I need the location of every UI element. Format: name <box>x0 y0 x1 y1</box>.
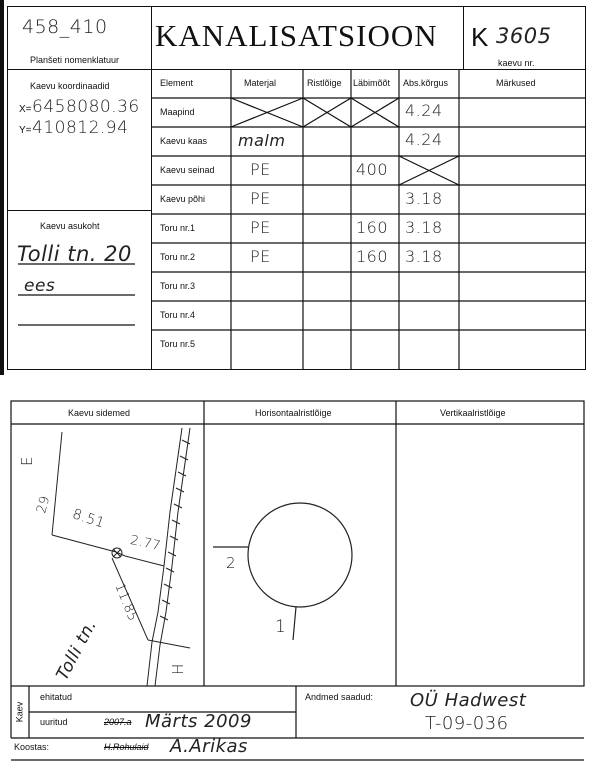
vertical-section-label: Vertikaalristlõige <box>440 408 506 418</box>
x-coordinate-value: 6458080.36 <box>32 97 140 117</box>
row-elevation: 3.18 <box>405 218 443 237</box>
row-elevation: 4.24 <box>405 101 443 120</box>
col-header-element: Element <box>160 78 194 88</box>
row-diameter: 400 <box>356 160 389 179</box>
col-header-section: Ristlõige <box>307 78 342 88</box>
data-from-label: Andmed saadud: <box>305 692 374 702</box>
built-label: ehitatud <box>40 692 73 702</box>
location-label: Kaevu asukoht <box>40 221 100 231</box>
row-element: Toru nr.4 <box>160 310 196 320</box>
composed-label: Koostas: <box>14 742 50 752</box>
pipe-label-1: 1 <box>275 617 287 637</box>
tie-label-851: 8.51 <box>70 506 107 532</box>
well-prefix: K <box>471 22 489 52</box>
row-material: PE <box>250 247 271 266</box>
surveyed-struck: 2007.a <box>104 717 132 727</box>
row-element: Toru nr.5 <box>160 339 196 349</box>
ties-label: Kaevu sidemed <box>68 408 131 418</box>
row-elevation: 4.24 <box>405 130 443 149</box>
row-elevation: 3.18 <box>405 247 443 266</box>
x-prefix: X= <box>19 104 32 115</box>
row-element: Toru nr.2 <box>160 252 196 262</box>
col-header-material: Materjal <box>244 78 277 88</box>
row-diameter: 160 <box>356 247 389 266</box>
sheet-nomenclature-label: Planšeti nomenklatuur <box>30 55 120 65</box>
y-prefix: Y= <box>19 125 32 136</box>
composed-value: A.Arikas <box>170 736 248 757</box>
well-number: 3605 <box>496 24 552 48</box>
horizontal-section-circle <box>248 503 352 607</box>
horizontal-section-label: Horisontaalristlõige <box>255 408 332 418</box>
row-element: Maapind <box>160 107 195 117</box>
page-title: KANALISATSIOON <box>155 18 438 53</box>
surveyed-value: Märts 2009 <box>145 711 252 732</box>
tie-label-29: 29 <box>34 494 54 515</box>
col-header-remarks: Märkused <box>496 78 536 88</box>
coordinates-label: Kaevu koordinaadid <box>30 81 110 91</box>
location-line1: Tolli tn. 20 <box>17 242 132 266</box>
tie-label-H: H <box>168 663 187 675</box>
row-material: PE <box>250 189 271 208</box>
surveyed-label: uuritud <box>40 717 68 727</box>
sheet-nomenclature-value: 458_410 <box>22 16 108 38</box>
row-element: Kaevu kaas <box>160 136 208 146</box>
row-material: PE <box>250 160 271 179</box>
col-header-diameter: Läbimõõt <box>353 78 391 88</box>
well-number-label: kaevu nr. <box>498 58 535 68</box>
row-diameter: 160 <box>356 218 389 237</box>
pipe-label-2: 2 <box>226 554 237 572</box>
y-coordinate-value: 410812.94 <box>32 118 129 138</box>
row-elevation: 3.18 <box>405 189 443 208</box>
location-line2: ees <box>24 276 56 296</box>
row-element: Kaevu seinad <box>160 165 215 175</box>
col-header-elevation: Abs.kõrgus <box>403 78 449 88</box>
row-element: Toru nr.3 <box>160 281 196 291</box>
kaev-label: Kaev <box>14 701 25 723</box>
street-label: Tolli tn. <box>52 616 102 684</box>
tie-label-1185: 11.85 <box>111 581 141 624</box>
tie-label-277: 2.77 <box>128 532 163 555</box>
row-element: Kaevu põhi <box>160 194 206 204</box>
data-from-line2: T-09-036 <box>425 713 509 734</box>
row-material: malm <box>238 131 286 150</box>
row-material: PE <box>250 218 271 237</box>
tie-label-E: E <box>17 456 36 466</box>
composed-struck: H.Rohulaid <box>104 742 149 752</box>
data-from-line1: OÜ Hadwest <box>410 690 527 711</box>
row-element: Toru nr.1 <box>160 223 196 233</box>
